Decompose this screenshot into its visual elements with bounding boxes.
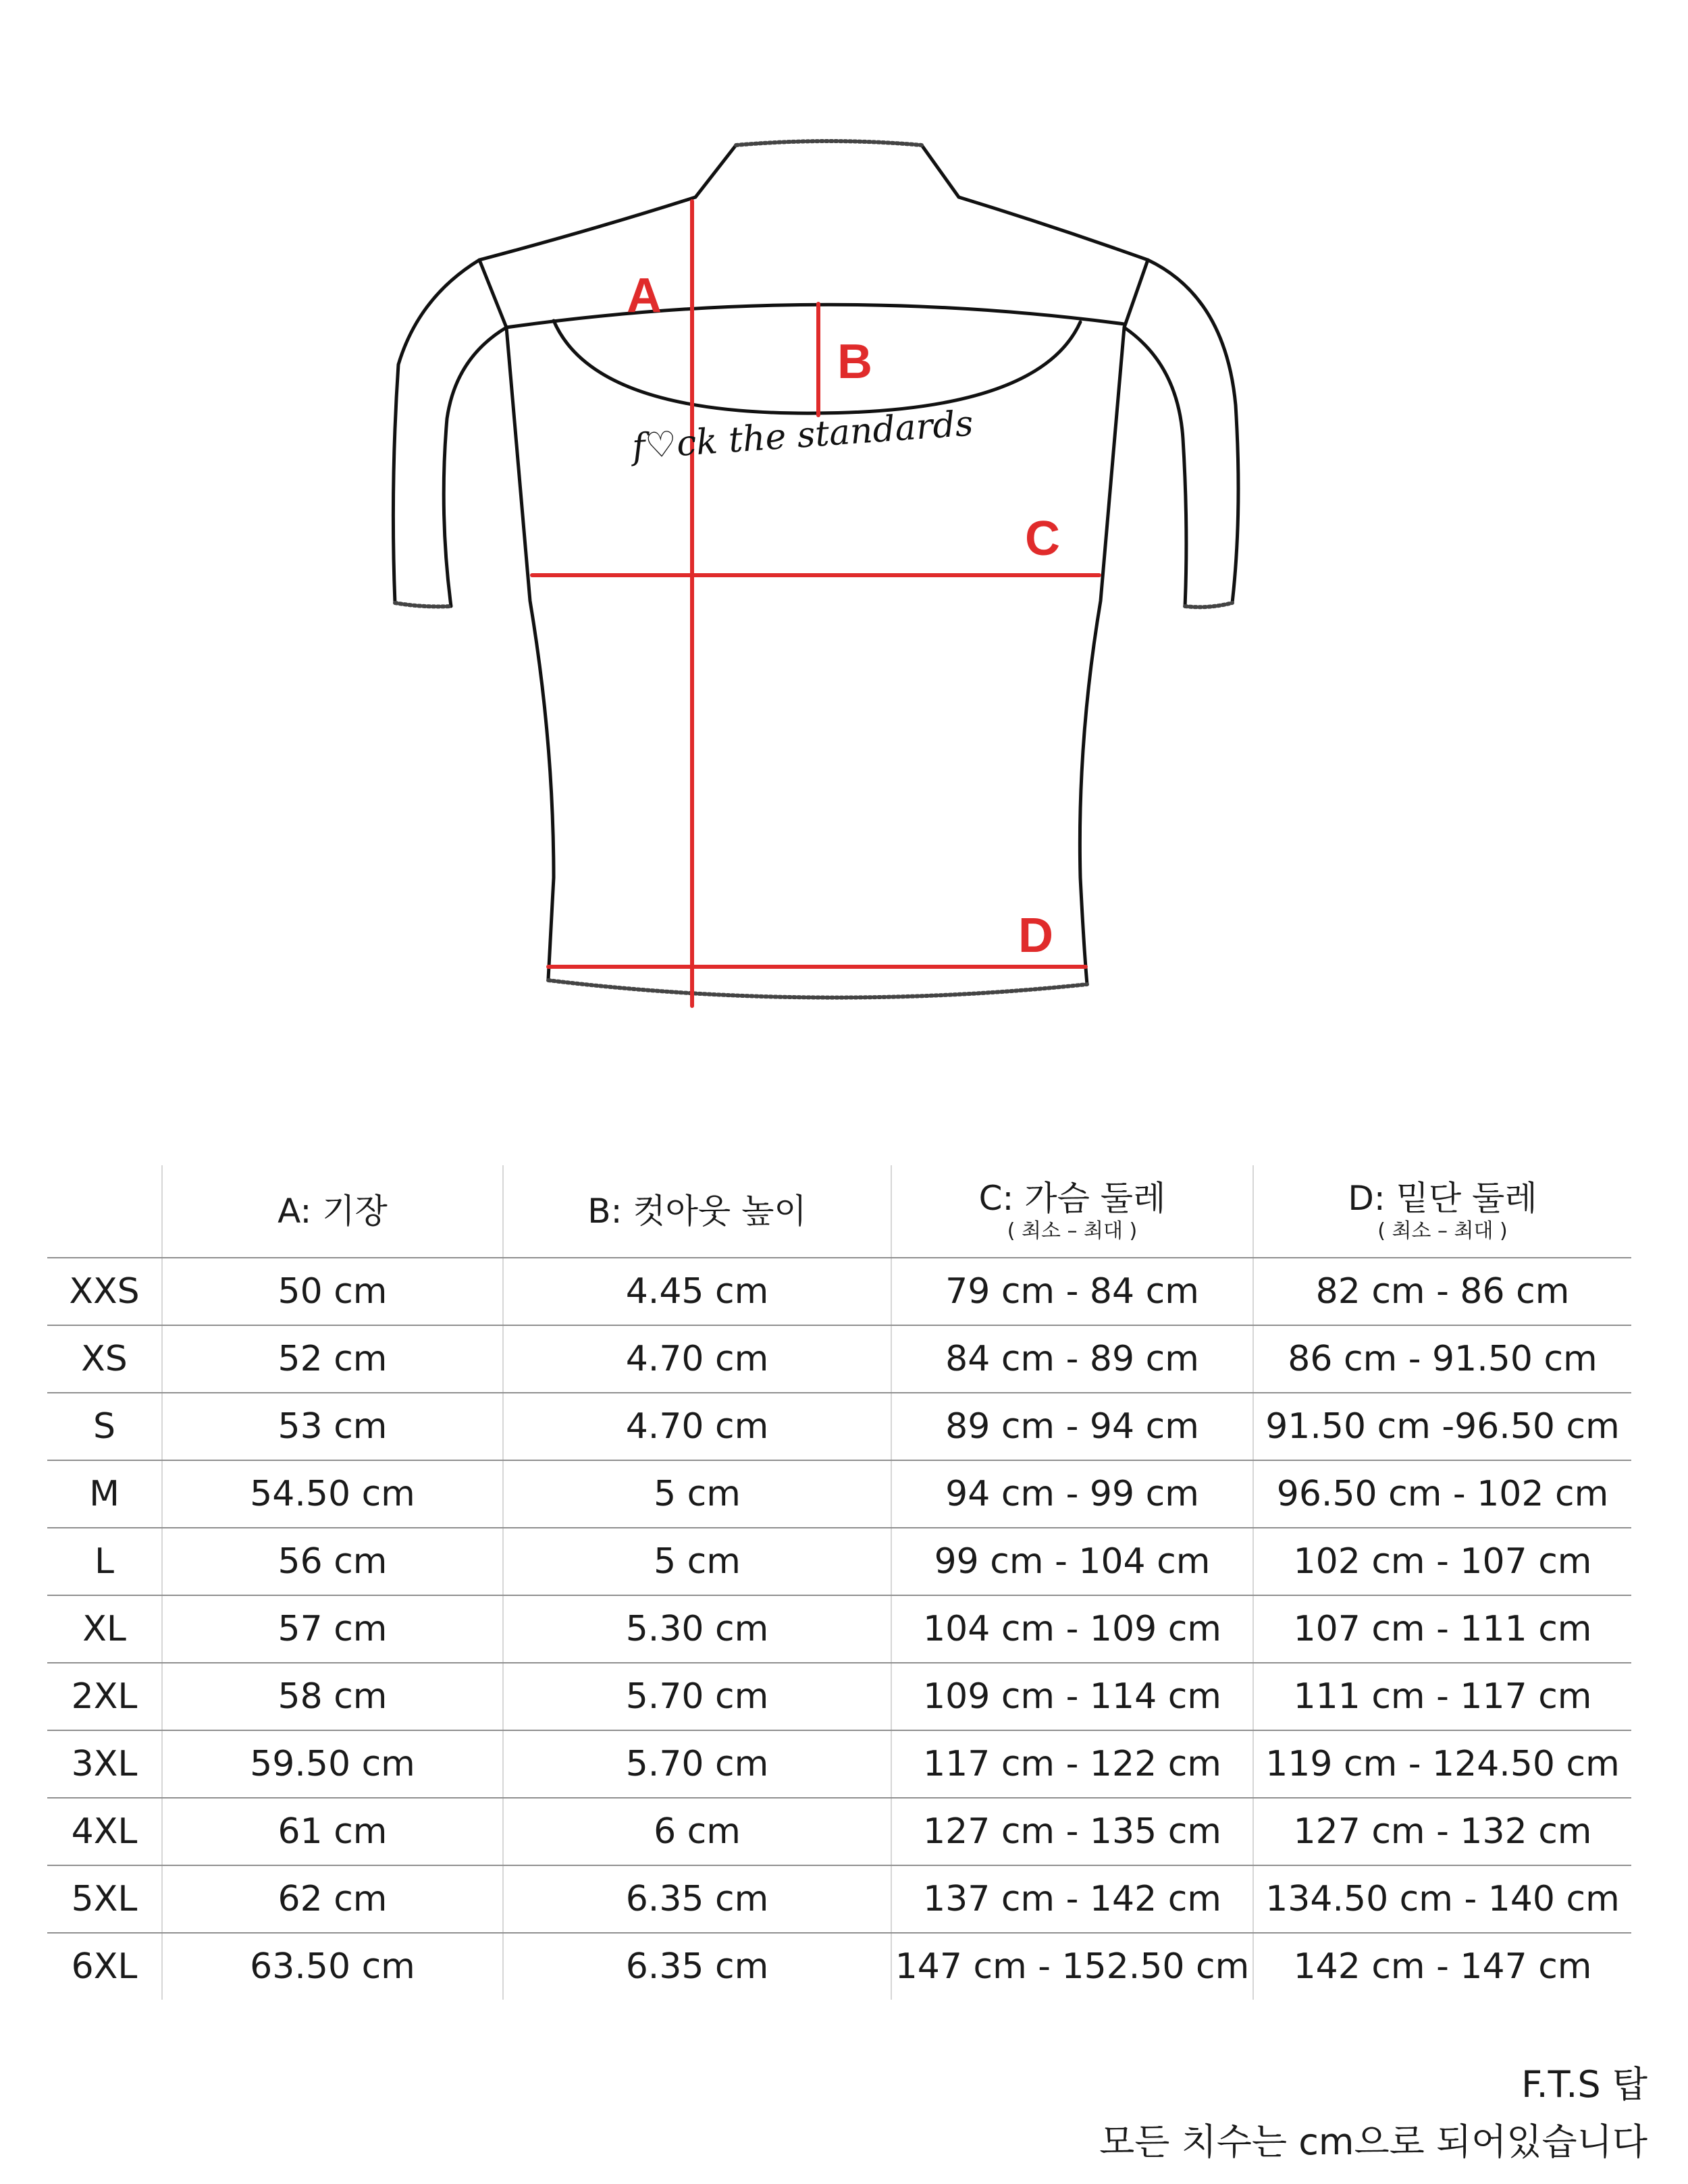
cell-length: 58 cm xyxy=(162,1663,503,1730)
cell-cutout-height: 6.35 cm xyxy=(503,1865,891,1933)
cell-size: 3XL xyxy=(47,1730,162,1798)
product-name: F.T.S 탑 xyxy=(1521,2063,1647,2106)
cell-hem: 142 cm - 147 cm xyxy=(1253,1933,1631,2000)
top-outline xyxy=(393,145,1238,984)
table-row xyxy=(47,1460,1631,1528)
cell-chest: 137 cm - 142 cm xyxy=(891,1865,1253,1933)
cell-chest: 109 cm - 114 cm xyxy=(891,1663,1253,1730)
header-chest xyxy=(891,1165,1253,1258)
cell-cutout-height: 4.45 cm xyxy=(503,1258,891,1325)
shirt-graphic-text: f♡ck the standards xyxy=(631,403,975,468)
table-row xyxy=(47,1595,1631,1663)
cell-size: 4XL xyxy=(47,1798,162,1865)
table-header-row xyxy=(47,1165,1631,1258)
cell-chest: 99 cm - 104 cm xyxy=(891,1528,1253,1595)
cell-length: 57 cm xyxy=(162,1595,503,1663)
cell-hem: 86 cm - 91.50 cm xyxy=(1253,1325,1631,1393)
header-length-title: A: 기장 xyxy=(278,1191,388,1231)
cell-hem: 96.50 cm - 102 cm xyxy=(1253,1460,1631,1528)
table-row xyxy=(47,1258,1631,1325)
cell-length: 59.50 cm xyxy=(162,1730,503,1798)
cell-size: M xyxy=(47,1460,162,1528)
table-row xyxy=(47,1798,1631,1865)
lettuce-edge-hems xyxy=(395,141,1232,998)
table-row xyxy=(47,1933,1631,2000)
header-cutout-height xyxy=(503,1165,891,1258)
cell-cutout-height: 5 cm xyxy=(503,1460,891,1528)
cell-cutout-height: 4.70 cm xyxy=(503,1393,891,1460)
label-c: C xyxy=(1025,512,1060,566)
cell-length: 62 cm xyxy=(162,1865,503,1933)
cell-hem: 82 cm - 86 cm xyxy=(1253,1258,1631,1325)
cell-cutout-height: 6.35 cm xyxy=(503,1933,891,2000)
cell-chest: 79 cm - 84 cm xyxy=(891,1258,1253,1325)
cell-length: 61 cm xyxy=(162,1798,503,1865)
table-body xyxy=(47,1258,1631,2000)
cell-hem: 134.50 cm - 140 cm xyxy=(1253,1865,1631,1933)
cell-size: XL xyxy=(47,1595,162,1663)
table-row xyxy=(47,1663,1631,1730)
cell-hem: 119 cm - 124.50 cm xyxy=(1253,1730,1631,1798)
header-cutout-title: B: 컷아웃 높이 xyxy=(587,1191,807,1231)
cell-size: XS xyxy=(47,1325,162,1393)
cell-hem: 107 cm - 111 cm xyxy=(1253,1595,1631,1663)
cell-hem: 91.50 cm -96.50 cm xyxy=(1253,1393,1631,1460)
cell-cutout-height: 5.70 cm xyxy=(503,1730,891,1798)
cell-cutout-height: 5.30 cm xyxy=(503,1595,891,1663)
header-hem-sub: ( 최소 – 최대 ) xyxy=(1377,1219,1508,1243)
cell-chest: 147 cm - 152.50 cm xyxy=(891,1933,1253,2000)
cell-length: 53 cm xyxy=(162,1393,503,1460)
table-row xyxy=(47,1865,1631,1933)
header-size xyxy=(47,1165,162,1258)
cell-size: 6XL xyxy=(71,1946,138,1987)
measurement-lines xyxy=(532,201,1099,1006)
cell-size: L xyxy=(47,1528,162,1595)
cell-hem: 102 cm - 107 cm xyxy=(1253,1528,1631,1595)
header-chest-sub: ( 최소 – 최대 ) xyxy=(1007,1219,1138,1243)
units-note: 모든 치수는 cm으로 되어있습니다 xyxy=(1099,2121,1647,2163)
cell-size: 5XL xyxy=(47,1865,162,1933)
cell-chest: 94 cm - 99 cm xyxy=(891,1460,1253,1528)
garment-measurement-diagram xyxy=(0,0,1688,1080)
cell-hem: 111 cm - 117 cm xyxy=(1253,1663,1631,1730)
cell-chest: 89 cm - 94 cm xyxy=(891,1393,1253,1460)
cell-length: 56 cm xyxy=(162,1528,503,1595)
table-row xyxy=(47,1528,1631,1595)
table-row xyxy=(47,1730,1631,1798)
cell-chest: 104 cm - 109 cm xyxy=(891,1595,1253,1663)
cell-chest: 84 cm - 89 cm xyxy=(891,1325,1253,1393)
cell-length: 50 cm xyxy=(162,1258,503,1325)
cell-cutout-height: 5.70 cm xyxy=(503,1663,891,1730)
cell-chest: 117 cm - 122 cm xyxy=(891,1730,1253,1798)
header-chest-title: C: 가슴 둘레 xyxy=(978,1179,1166,1218)
table-row xyxy=(47,1393,1631,1460)
cell-cutout-height: 4.70 cm xyxy=(503,1325,891,1393)
cell-size: S xyxy=(47,1393,162,1460)
cell-length: 52 cm xyxy=(162,1325,503,1393)
label-b: B xyxy=(837,335,872,389)
cell-chest: 127 cm - 135 cm xyxy=(891,1798,1253,1865)
header-length xyxy=(162,1165,503,1258)
cell-size: XXS xyxy=(47,1258,162,1325)
table-row xyxy=(47,1325,1631,1393)
cell-cutout-height: 6 cm xyxy=(503,1798,891,1865)
cell-cutout-height: 5 cm xyxy=(503,1528,891,1595)
cell-length: 63.50 cm xyxy=(162,1933,503,2000)
cell-hem: 127 cm - 132 cm xyxy=(1253,1798,1631,1865)
size-chart-table xyxy=(47,1165,1631,2000)
cell-length: 54.50 cm xyxy=(162,1460,503,1528)
cell-size: 2XL xyxy=(47,1663,162,1730)
label-a: A xyxy=(627,269,662,323)
label-d: D xyxy=(1018,909,1053,963)
header-hem-title: D: 밑단 둘레 xyxy=(1348,1179,1537,1218)
header-hem xyxy=(1253,1165,1631,1258)
